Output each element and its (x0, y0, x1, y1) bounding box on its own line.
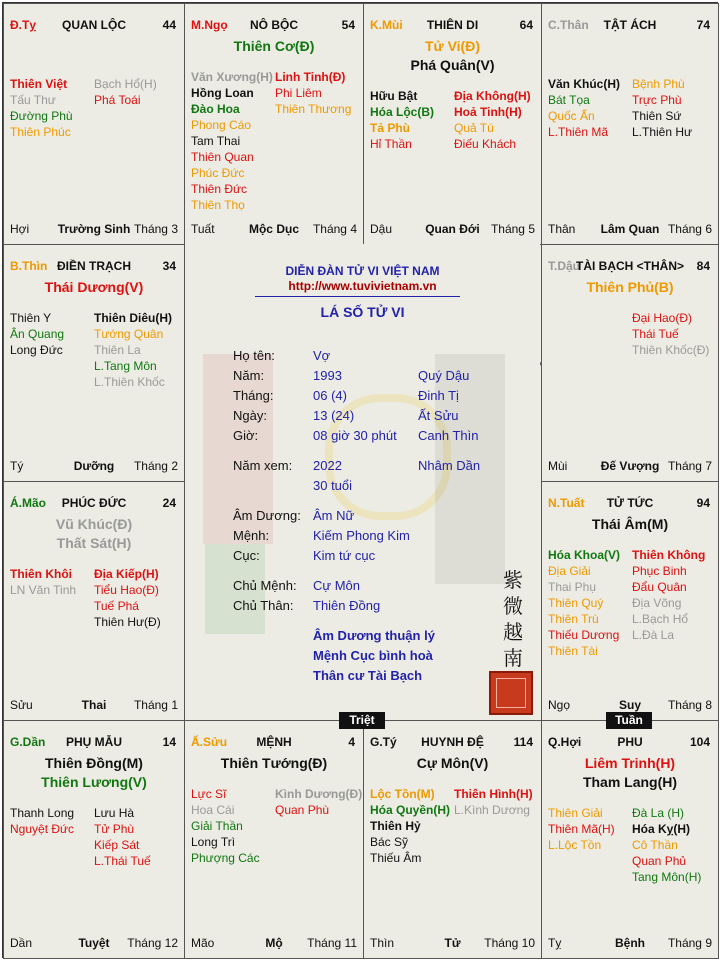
palace-name: THIÊN DI (426, 18, 479, 32)
earthly-branch-label: Tý (10, 459, 24, 473)
earthly-branch-label: Tỵ (548, 936, 562, 950)
info-value: 13 (24) (313, 408, 355, 423)
life-phase-label: Dưỡng (73, 459, 115, 473)
minor-star: Phi Liêm (275, 86, 322, 100)
minor-star: Bát Tọa (548, 93, 590, 107)
life-phase-label: Bệnh (615, 936, 645, 950)
minor-star: Lưu Hà (94, 806, 135, 820)
life-phase-label: Quan Đới (425, 222, 480, 236)
palace-cell-dien-trach (3, 244, 185, 482)
summary-line: Thân cư Tài Bạch (313, 668, 423, 683)
heavenly-stem-label: G.Tý (370, 735, 397, 749)
tuan-marker: Tuần (606, 712, 652, 729)
signature-glyph: 微 (503, 594, 523, 618)
minor-star: L.Bạch Hổ (632, 612, 689, 626)
palace-name: PHU (617, 735, 643, 749)
earthly-branch-label: Mão (191, 936, 215, 950)
minor-star: Quốc Ấn (548, 109, 595, 123)
month-label: Tháng 3 (133, 222, 178, 236)
palace-number: 104 (689, 735, 710, 749)
right-star-column (632, 805, 701, 885)
minor-star: L.Kình Dương (454, 803, 530, 817)
palace-name: PHỤ MẪU (66, 735, 122, 749)
minor-star: Linh Tinh(Đ) (275, 70, 346, 84)
minor-star: Quả Tú (454, 121, 494, 135)
minor-star: Thiên Hư(Đ) (94, 615, 161, 629)
palace-number: 4 (348, 735, 355, 749)
left-star-column (10, 805, 74, 837)
major-star: Thái Âm(M) (591, 516, 669, 532)
minor-star: Quan Phủ (632, 854, 687, 868)
forum-url[interactable]: http://www.tuvivietnam.vn (288, 279, 437, 293)
signature-glyphs (501, 567, 525, 671)
minor-star: Thanh Long (10, 806, 75, 820)
month-label: Tháng 7 (667, 459, 712, 473)
minor-star: Văn Khúc(H) (548, 77, 620, 91)
minor-star: Tiểu Hao(Đ) (94, 583, 159, 597)
minor-star: Kiếp Sát (94, 838, 140, 852)
minor-star: Phục Binh (632, 564, 687, 578)
heavenly-stem-label: K.Mùi (370, 18, 403, 32)
month-label: Tháng 6 (667, 222, 712, 236)
minor-star: Hoa Cái (191, 803, 235, 817)
minor-star: Lực Sĩ (191, 787, 227, 801)
minor-star: Thiên Hình(H) (454, 787, 533, 801)
info-value: 06 (4) (313, 388, 347, 403)
minor-star: Thiên Khốc(Đ) (632, 343, 710, 357)
info-value-secondary: Quý Dậu (418, 368, 470, 383)
info-label: Chủ Thân: (233, 598, 294, 613)
minor-star: Địa Không(H) (454, 89, 531, 103)
minor-star: Văn Xương(H) (191, 70, 273, 84)
palace-name: MỆNH (256, 735, 292, 749)
minor-star: L.Thiên Mã (548, 125, 609, 139)
minor-star: Thiên Quan (191, 150, 254, 164)
info-label: Cục: (233, 548, 260, 563)
minor-star: L.Thiên Hư (632, 125, 693, 139)
minor-star: Quan Phù (275, 803, 330, 817)
info-label: Họ tên: (233, 348, 275, 363)
palace-number: 84 (696, 259, 710, 273)
earthly-branch-label: Tuất (191, 222, 215, 236)
right-star-column (632, 76, 692, 140)
palace-cell-thien-di (363, 3, 542, 245)
palace-cell-huynh-de (363, 720, 542, 959)
minor-star: Thiên Thương (275, 102, 352, 116)
horoscope-chart (2, 2, 718, 958)
info-label: Ngày: (233, 408, 267, 423)
life-phase-label: Trường Sinh (57, 222, 131, 236)
palace-number: 114 (513, 735, 533, 749)
palace-number: 74 (696, 18, 710, 32)
minor-star: Địa Kiếp(H) (94, 567, 159, 581)
earthly-branch-label: Ngọ (548, 698, 571, 712)
palace-cell-menh (184, 720, 364, 959)
minor-star: Thiên Trù (548, 612, 599, 626)
minor-star: Thiên Mã(H) (548, 822, 615, 836)
month-label: Tháng 4 (312, 222, 357, 236)
minor-star: Bạch Hổ(H) (94, 77, 157, 91)
palace-number: 34 (162, 259, 176, 273)
left-star-column (10, 76, 73, 140)
month-label: Tháng 12 (127, 936, 178, 950)
right-star-column (94, 76, 157, 108)
major-star: Thiên Cơ(Đ) (233, 38, 315, 54)
month-label: Tháng 1 (133, 698, 178, 712)
palace-name: TẬT ÁCH (603, 18, 657, 32)
signature-glyph: 南 (503, 646, 523, 670)
month-label: Tháng 9 (667, 936, 712, 950)
life-phase-label: Thai (81, 698, 107, 712)
palace-number: 94 (696, 496, 710, 510)
minor-star: Tử Phù (94, 822, 135, 836)
heavenly-stem-label: T.Dậu (548, 259, 581, 273)
minor-star: L.Thái Tuế (94, 854, 151, 868)
month-label: Tháng 11 (307, 936, 357, 950)
minor-star: Đại Hao(Đ) (632, 311, 693, 325)
info-label: Năm: (233, 368, 265, 383)
right-star-column (454, 88, 531, 152)
palace-cell-phuc-duc (3, 481, 185, 721)
info-label: Âm Dương: (233, 508, 301, 523)
center-info-panel (185, 244, 540, 720)
forum-title: DIỄN ĐÀN TỬ VI VIỆT NAM (285, 264, 440, 278)
left-star-column (191, 69, 273, 213)
heavenly-stem-label: C.Thân (548, 18, 589, 32)
minor-star: Thiên Khôi (10, 567, 72, 581)
minor-star: Thiên Thọ (191, 198, 245, 212)
major-star: Thiên Lương(V) (41, 774, 147, 790)
minor-star: Hồng Loan (191, 86, 254, 100)
palace-number: 44 (162, 18, 176, 32)
info-value-secondary: Đinh Tị (418, 388, 459, 403)
minor-star: Hóa Quyền(H) (370, 803, 451, 817)
signature-glyph: 紫 (503, 568, 523, 592)
left-star-column (548, 547, 620, 659)
minor-star: Đẩu Quân (632, 580, 687, 594)
left-star-column (548, 805, 615, 853)
info-value-secondary: Canh Thìn (418, 428, 479, 443)
info-label: Mệnh: (233, 528, 270, 543)
heavenly-stem-label: N.Tuất (548, 496, 585, 510)
minor-star: Thiên Sứ (632, 109, 682, 123)
minor-star: Thiên Phúc (10, 125, 71, 139)
info-label: Giờ: (233, 428, 259, 443)
minor-star: Tả Phù (370, 121, 411, 135)
month-label: Tháng 10 (484, 936, 535, 950)
minor-star: Cô Thần (632, 838, 678, 852)
info-value: 1993 (313, 368, 342, 383)
palace-number: 14 (162, 735, 176, 749)
month-label: Tháng 8 (667, 698, 712, 712)
earthly-branch-label: Mùi (548, 459, 568, 473)
month-label: Tháng 2 (133, 459, 178, 473)
life-phase-label: Lâm Quan (600, 222, 660, 236)
minor-star: Giải Thần (191, 819, 243, 833)
minor-star: Đà La (H) (632, 806, 685, 820)
palace-number: 54 (341, 18, 355, 32)
minor-star: Thiên La (94, 343, 141, 357)
minor-star: Thiên Tài (548, 644, 598, 658)
major-star: Thất Sát(H) (56, 535, 132, 551)
palace-number: 24 (162, 496, 176, 510)
major-star: Vũ Khúc(Đ) (55, 516, 133, 532)
info-value: Âm Nữ (313, 508, 355, 523)
minor-star: Long Trì (191, 835, 236, 849)
major-star: Thiên Phủ(B) (586, 279, 674, 295)
info-value: 08 giờ 30 phút (313, 428, 397, 443)
minor-star: Kình Dương(Đ) (275, 787, 363, 801)
minor-star: Nguyệt Đức (10, 822, 75, 836)
minor-star: L.Thiên Khốc (94, 375, 165, 389)
minor-star: Phúc Đức (191, 166, 245, 180)
life-phase-label: Suy (618, 698, 641, 712)
earthly-branch-label: Dậu (370, 222, 393, 236)
minor-star: Phá Toái (94, 93, 141, 107)
red-seal-stamp (489, 671, 533, 715)
major-star: Phá Quân(V) (410, 57, 495, 73)
major-star: Cự Môn(V) (416, 755, 489, 771)
minor-star: Địa Giải (548, 564, 591, 578)
right-star-column (94, 805, 151, 869)
chart-title: LÁ SỐ TỬ VI (320, 304, 405, 320)
earthly-branch-label: Sửu (10, 698, 33, 712)
minor-star: L.Tang Môn (94, 359, 157, 373)
minor-star: Thiên Diêu(H) (94, 311, 172, 325)
minor-star: Thái Tuế (632, 327, 679, 341)
minor-star: Đào Hoa (191, 102, 240, 116)
minor-star: Lộc Tồn(M) (370, 787, 435, 801)
minor-star: Ân Quang (10, 327, 65, 341)
info-value: 2022 (313, 458, 342, 473)
minor-star: Thiên Việt (10, 77, 68, 91)
minor-star: Địa Võng (632, 596, 682, 610)
palace-name: NÔ BỘC (250, 18, 298, 32)
info-value-secondary: Ất Sửu (418, 408, 459, 423)
earthly-branch-label: Dần (10, 936, 33, 950)
heavenly-stem-label: Á.Mão (10, 496, 46, 510)
palace-cell-phu (541, 720, 719, 959)
right-star-column (632, 547, 705, 643)
life-phase-label: Đế Vượng (600, 459, 660, 473)
minor-star: Long Đức (10, 343, 63, 357)
minor-star: Hỉ Thần (370, 137, 412, 151)
info-value: 30 tuổi (313, 478, 353, 493)
heavenly-stem-label: Q.Hợi (548, 735, 582, 749)
minor-star: Bệnh Phù (632, 77, 685, 91)
palace-cell-tat-ach (541, 3, 719, 245)
major-star: Liêm Trinh(H) (584, 755, 676, 771)
right-star-column (454, 786, 533, 818)
minor-star: Thiên Quý (548, 596, 604, 610)
left-star-column (191, 786, 260, 866)
minor-star: Thai Phụ (548, 580, 597, 594)
info-value: Vợ (313, 348, 331, 363)
right-star-column (275, 69, 351, 117)
palace-name: QUAN LỘC (62, 18, 126, 32)
info-label: Chủ Mệnh: (233, 578, 297, 593)
major-star: Tử Vi(Đ) (425, 38, 480, 54)
palace-cell-no-boc (184, 3, 364, 245)
minor-star: Thiếu Dương (548, 628, 620, 642)
summary-line: Mệnh Cục bình hoà (313, 648, 433, 663)
palace-name: PHÚC ĐỨC (61, 496, 127, 510)
palace-cell-tu-tuc (541, 481, 719, 721)
minor-star: Thiên Giải (548, 806, 603, 820)
palace-cell-quan-loc (3, 3, 185, 245)
earthly-branch-label: Thìn (370, 936, 395, 950)
left-star-column (370, 786, 450, 866)
minor-star: Tang Môn(H) (632, 870, 702, 884)
minor-star: Điếu Khách (454, 137, 517, 151)
signature-glyph: 越 (503, 620, 523, 644)
info-value: Thiên Đồng (313, 598, 381, 613)
major-star: Thiên Đồng(M) (45, 755, 143, 771)
major-star: Thái Dương(V) (44, 279, 144, 295)
minor-star: L.Đà La (632, 628, 675, 642)
left-star-column (10, 566, 76, 598)
life-phase-label: Tuyệt (78, 936, 110, 950)
earthly-branch-label: Thân (548, 222, 576, 236)
heavenly-stem-label: B.Thìn (10, 259, 48, 273)
right-star-column (275, 786, 362, 818)
major-star: Tham Lang(H) (582, 774, 678, 790)
heavenly-stem-label: Đ.Tỵ (10, 18, 37, 32)
minor-star: Thiếu Âm (370, 851, 422, 865)
heavenly-stem-label: G.Dần (10, 735, 46, 749)
heavenly-stem-label: M.Ngọ (191, 18, 228, 32)
minor-star: Thiên Hỷ (370, 819, 421, 833)
minor-star: Phượng Các (191, 851, 260, 865)
left-star-column (10, 310, 64, 358)
palace-name: TÀI BẠCH <THÂN> (575, 259, 684, 273)
palace-name: HUYNH ĐỆ (421, 735, 484, 749)
palace-name: TỬ TỨC (606, 496, 654, 510)
month-label: Tháng 5 (490, 222, 535, 236)
heavenly-stem-label: Ấ.Sửu (191, 735, 228, 749)
earthly-branch-label: Hợi (10, 222, 30, 236)
minor-star: Hóa Khoa(V) (548, 548, 620, 562)
divider (255, 296, 460, 297)
minor-star: Phong Cáo (191, 118, 252, 132)
minor-star: LN Văn Tinh (10, 583, 77, 597)
minor-star: Hóa Lộc(B) (370, 105, 434, 119)
minor-star: L.Lộc Tồn (548, 838, 602, 852)
info-label: Tháng: (233, 388, 274, 403)
triet-marker: Triệt (339, 712, 385, 729)
left-star-column (370, 88, 434, 152)
palace-name: ĐIỀN TRẠCH (57, 259, 131, 273)
major-star: Thiên Tướng(Đ) (220, 755, 328, 771)
left-star-column (548, 76, 620, 140)
info-value-secondary: Nhâm Dần (418, 458, 481, 473)
minor-star: Hữu Bật (370, 89, 418, 103)
right-star-column (94, 310, 172, 390)
info-label: Năm xem: (233, 458, 293, 473)
right-star-column (94, 566, 161, 630)
minor-star: Đường Phù (10, 109, 73, 123)
palace-number: 64 (519, 18, 533, 32)
life-phase-label: Mộ (265, 936, 283, 950)
palace-cell-tai-bach (541, 244, 719, 482)
minor-star: Tuế Phá (94, 599, 139, 613)
minor-star: Hóa Kỵ(H) (632, 822, 691, 836)
summary-line: Âm Dương thuận lý (313, 628, 435, 643)
minor-star: Thiên Không (632, 548, 706, 562)
minor-star: Thiên Y (10, 311, 52, 325)
minor-star: Trực Phù (632, 93, 682, 107)
right-star-column (632, 310, 709, 358)
minor-star: Bác Sỹ (370, 835, 409, 849)
minor-star: Thiên Đức (191, 182, 248, 196)
life-phase-label: Mộc Dục (248, 222, 299, 236)
info-value: Kim tứ cục (313, 548, 376, 563)
minor-star: Tam Thai (191, 134, 241, 148)
info-value: Kiếm Phong Kim (313, 528, 410, 543)
info-value: Cự Môn (313, 578, 360, 593)
minor-star: Tướng Quân (94, 327, 164, 341)
life-phase-label: Tử (444, 936, 461, 950)
palace-cell-phu-mau (3, 720, 185, 959)
minor-star: Tấu Thư (10, 93, 56, 107)
minor-star: Hoả Tinh(H) (454, 105, 522, 119)
